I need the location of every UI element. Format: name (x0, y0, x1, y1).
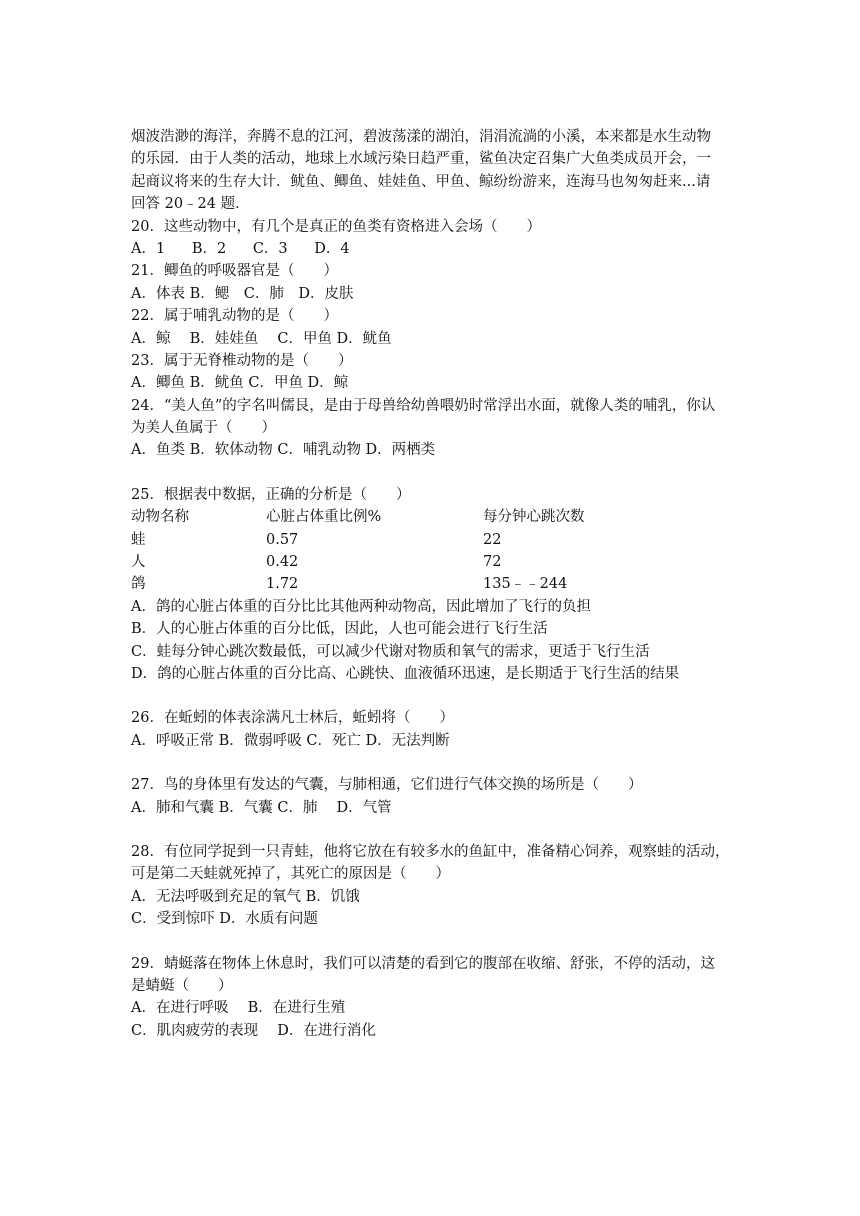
question-25 (131, 484, 731, 686)
table-cell: 0.57 (266, 531, 299, 548)
table-cell: 22 (483, 531, 502, 548)
question-28 (131, 841, 731, 931)
question-options (131, 238, 731, 260)
question-stem-continued: 为美人鱼属于（ ） (131, 420, 276, 437)
intro-paragraph (131, 126, 731, 216)
table-header: 动物名称 (131, 509, 189, 526)
question-options: A．呼吸正常 B．微弱呼吸 C．死亡 D．无法判断 (131, 732, 450, 749)
question-29 (131, 953, 731, 1043)
question-options: A．在进行呼吸 B．在进行生殖 (131, 1000, 346, 1017)
question-stem-continued: 可是第二天蛙就死掉了，其死亡的原因是（ ） (131, 866, 450, 883)
question-options: A．鲸 B．娃娃鱼 C．甲鱼 D．鱿鱼 (131, 330, 392, 347)
question-21 (131, 260, 731, 305)
question-stem: 29．蜻蜓落在物体上休息时，我们可以清楚的看到它的腹部在收缩、舒张，不停的活动，这 (131, 955, 715, 972)
option-a: A．1 (131, 240, 166, 257)
question-stem: 27．鸟的身体里有发达的气囊，与肺相通，它们进行气体交换的场所是（ ） (131, 777, 643, 794)
question-stem: 20．这些动物中，有几个是真正的鱼类有资格进入会场（ ） (131, 218, 541, 235)
table-row (131, 551, 731, 573)
spacer (131, 685, 731, 707)
question-options: C．肌肉疲劳的表现 D．在进行消化 (131, 1022, 376, 1039)
data-table (131, 506, 731, 596)
table-cell: 蛙 (131, 531, 146, 548)
table-cell: 72 (483, 554, 502, 571)
table-header: 每分钟心跳次数 (483, 509, 585, 526)
intro-line: 烟波浩渺的海洋，奔腾不息的江河，碧波荡漾的湖泊，涓涓流淌的小溪，本来都是水生动物 (131, 129, 711, 145)
option-b: B．2 (191, 240, 227, 257)
question-options: A．体表 B．鳃 C．肺 D．皮肤 (131, 285, 354, 302)
table-header: 心脏占体重比例% (266, 509, 382, 526)
intro-line: 起商议将来的生存大计．鱿鱼、鲫鱼、娃娃鱼、甲鱼、鲸纷纷游来，连海马也匆匆赶来...请 (131, 173, 711, 190)
table-cell: 鸽 (131, 576, 146, 593)
question-27 (131, 774, 731, 819)
option-a: A．鸽的心脏占体重的百分比比其他两种动物高，因此增加了飞行的负担 (131, 598, 591, 615)
spacer (131, 752, 731, 774)
question-stem: 22．属于哺乳动物的是（ ） (131, 308, 338, 325)
question-options: C．受到惊吓 D．水质有问题 (131, 911, 318, 928)
table-cell: 1.72 (266, 576, 299, 593)
question-options: A．鱼类 B．软体动物 C．哺乳动物 D．两栖类 (131, 442, 436, 459)
intro-line: 回答 20﹣24 题． (131, 196, 250, 213)
question-stem: 25．根据表中数据，正确的分析是（ ） (131, 486, 411, 503)
spacer (131, 462, 731, 484)
table-cell: 人 (131, 554, 146, 571)
question-stem: 28．有位同学捉到一只青蛙，他将它放在有较多水的鱼缸中，准备精心饲养，观察蛙的活动， (131, 843, 730, 860)
table-cell: 0.42 (266, 554, 299, 571)
question-options: A．肺和气囊 B．气囊 C．肺 D．气管 (131, 799, 392, 816)
spacer (131, 819, 731, 841)
table-header-row (131, 506, 731, 528)
spacer (131, 931, 731, 953)
question-stem-continued: 是蜻蜓（ ） (131, 977, 233, 994)
question-23 (131, 350, 731, 395)
question-options: A．鲫鱼 B．鱿鱼 C．甲鱼 D．鲸 (131, 375, 349, 392)
option-c: C．蛙每分钟心跳次数最低，可以减少代谢对物质和氧气的需求，更适于飞行生活 (131, 643, 650, 660)
question-stem: 21．鲫鱼的呼吸器官是（ ） (131, 263, 338, 280)
option-d: D．鸽的心脏占体重的百分比高、心跳快、血液循环迅速，是长期适于飞行生活的结果 (131, 665, 680, 682)
option-c: C．3 (252, 240, 288, 257)
question-26 (131, 707, 731, 752)
table-cell: 135﹣﹣244 (483, 576, 568, 593)
question-options: A．无法呼吸到充足的氧气 B．饥饿 (131, 888, 360, 905)
option-d: D．4 (314, 240, 350, 257)
table-row (131, 573, 731, 595)
question-stem: 23．属于无脊椎动物的是（ ） (131, 352, 353, 369)
document-content (131, 126, 731, 1042)
table-row (131, 529, 731, 551)
question-stem: 24．“美人鱼”的字名叫儒艮，是由于母兽给幼兽喂奶时常浮出水面，就像人类的哺乳，你认 (131, 397, 716, 414)
question-stem: 26．在蚯蚓的体表涂满凡士林后，蚯蚓将（ ） (131, 710, 454, 727)
intro-line: 的乐园．由于人类的活动，地球上水域污染日趋严重，鲨鱼决定召集广大鱼类成员开会，一 (131, 151, 711, 168)
option-b: B．人的心脏占体重的百分比低，因此，人也可能会进行飞行生活 (131, 621, 548, 638)
question-20 (131, 216, 731, 261)
question-24 (131, 395, 731, 462)
question-22 (131, 305, 731, 350)
